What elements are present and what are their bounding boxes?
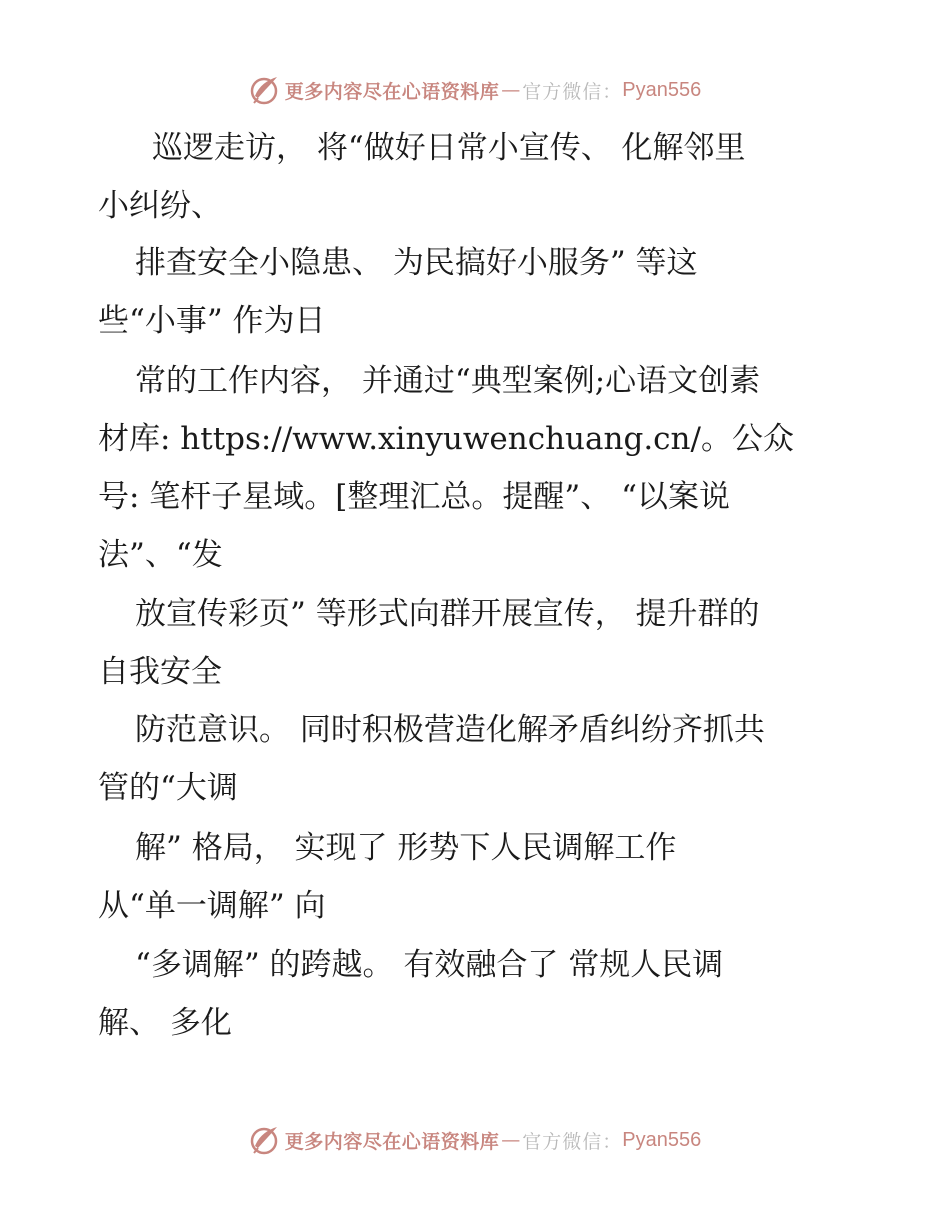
text-line-12: 管的“大调	[98, 770, 238, 806]
text-line-15: “多调解” 的跨越。 有效融合了 常规人民调	[135, 947, 724, 983]
banner-dash: —	[501, 79, 521, 101]
text-line-10: 自我安全	[98, 654, 222, 690]
text-line-7: 号: 笔杆子星域。[整理汇总。提醒”、 “以案说	[98, 479, 730, 515]
text-line-9: 放宣传彩页” 等形式向群开展宣传， 提升群的	[135, 596, 760, 632]
header-banner	[0, 70, 950, 110]
text-line-8: 法”、“发	[98, 537, 223, 573]
banner-text: 更多内容尽在心语资料库	[284, 80, 500, 103]
banner-text: 更多内容尽在心语资料库	[284, 1130, 500, 1153]
text-line-2: 小纠纷、	[98, 188, 222, 224]
text-line-4: 些“小事” 作为日	[98, 303, 326, 339]
quill-pen-circle-icon	[249, 74, 281, 106]
text-line-14: 从“单一调解” 向	[98, 888, 326, 924]
banner-dash: —	[501, 1129, 521, 1151]
wechat-id: Pyan556	[622, 1128, 702, 1151]
text-line-16: 解、 多化	[98, 1005, 232, 1041]
wechat-id: Pyan556	[622, 78, 702, 101]
footer-banner	[0, 1120, 950, 1160]
text-line-13: 解” 格局， 实现了 形势下人民调解工作	[135, 830, 677, 866]
wechat-label: 官方微信：	[522, 80, 623, 103]
text-line-1: 巡逻走访， 将“做好日常小宣传、 化解邻里	[152, 130, 746, 166]
text-line-6: 材库: https://www.xinyuwenchuang.cn/。公众	[98, 421, 794, 457]
wechat-label: 官方微信：	[522, 1130, 623, 1153]
quill-pen-circle-icon	[249, 1124, 281, 1156]
text-line-5: 常的工作内容， 并通过“典型案例;心语文创素	[135, 363, 761, 399]
text-line-11: 防范意识。 同时积极营造化解矛盾纠纷齐抓共	[135, 712, 765, 748]
text-line-3: 排查安全小隐患、 为民搞好小服务” 等这	[135, 245, 698, 281]
